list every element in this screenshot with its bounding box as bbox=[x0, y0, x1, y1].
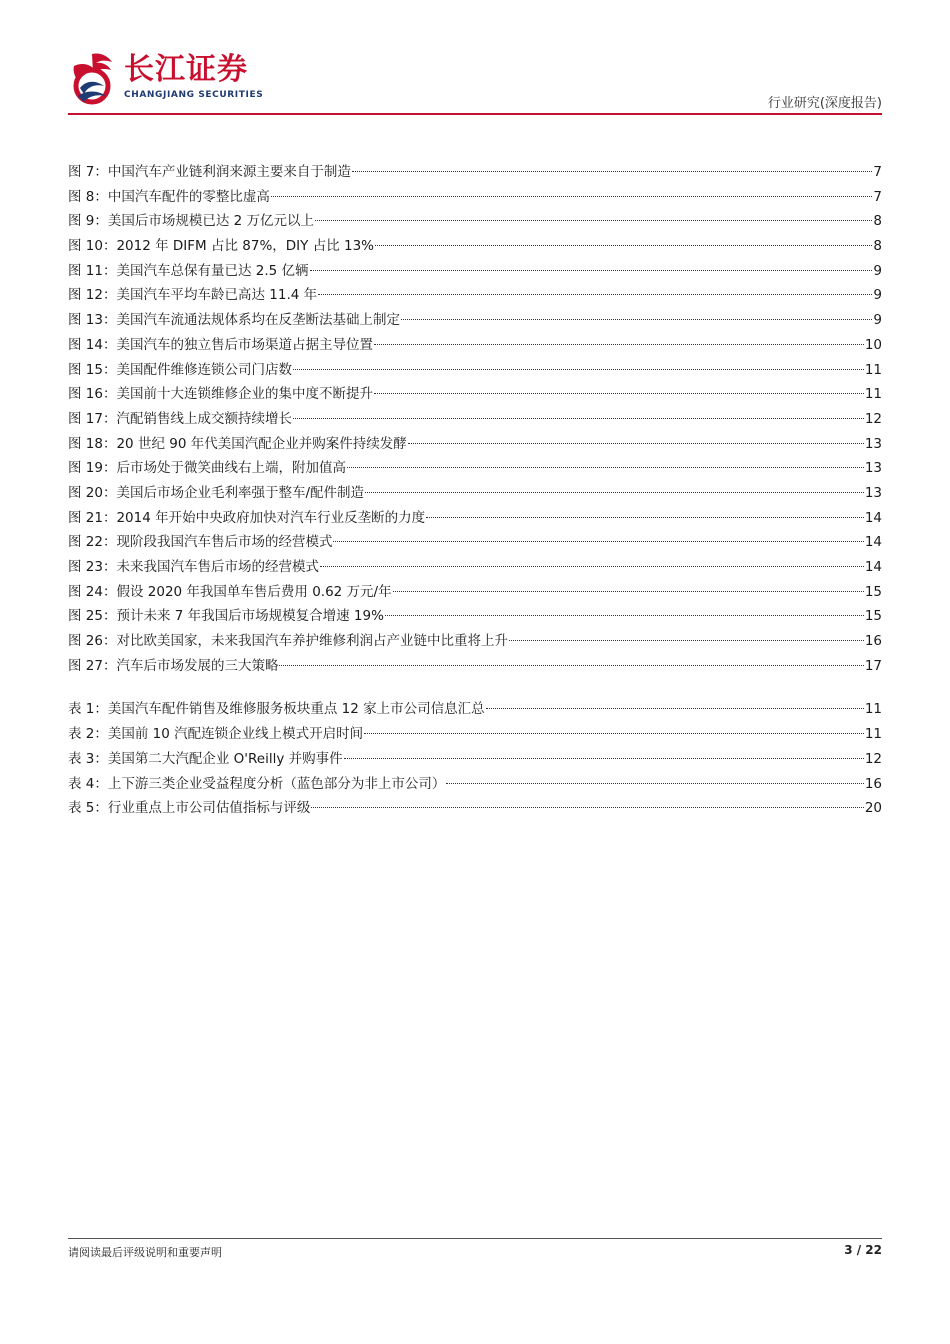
toc-entry-page: 13 bbox=[864, 435, 882, 452]
toc-entry-page: 8 bbox=[873, 213, 882, 230]
toc-entry-page: 10 bbox=[864, 336, 882, 353]
toc-entry-page: 16 bbox=[864, 633, 882, 650]
toc-entry-page: 11 bbox=[864, 361, 882, 378]
toc-entry-label: 图 7：中国汽车产业链利润来源主要来自于制造 bbox=[68, 164, 351, 180]
toc-entry-label: 图 10：2012 年 DIFM 占比 87%，DIY 占比 13% bbox=[68, 238, 374, 255]
toc-entry[interactable] bbox=[68, 185, 882, 210]
report-type: 行业研究(深度报告) bbox=[767, 96, 882, 111]
toc-leader bbox=[374, 344, 864, 345]
logo-chinese-name: 长江证券 bbox=[124, 52, 248, 87]
toc-leader bbox=[375, 245, 872, 246]
toc-entry-label: 图 20：美国后市场企业毛利率强于整车/配件制造 bbox=[68, 484, 365, 501]
toc-leader bbox=[401, 319, 872, 320]
toc-leader bbox=[364, 733, 864, 734]
toc-entry-page: 14 bbox=[864, 534, 882, 551]
toc-entry[interactable] bbox=[68, 382, 882, 407]
toc-leader bbox=[509, 640, 864, 641]
toc-leader bbox=[320, 566, 864, 567]
toc-leader bbox=[374, 393, 864, 394]
toc-leader bbox=[446, 783, 863, 784]
toc-entry[interactable] bbox=[68, 209, 882, 234]
toc-entry-label: 图 21：2014 年开始中央政府加快对汽车行业反垄断的力度 bbox=[68, 509, 426, 526]
toc-entry-page: 9 bbox=[873, 262, 882, 279]
toc-entry-page: 11 bbox=[864, 701, 882, 718]
toc-entry[interactable] bbox=[68, 432, 882, 457]
toc-entry-label: 图 22：现阶段我国汽车售后市场的经营模式 bbox=[68, 534, 333, 551]
toc-entry-label: 图 12：美国汽车平均车龄已高达 11.4 年 bbox=[68, 287, 318, 304]
toc-leader bbox=[310, 270, 873, 271]
toc-entry-label: 图 23：未来我国汽车售后市场的经营模式 bbox=[68, 559, 319, 575]
toc-entry[interactable] bbox=[68, 604, 882, 629]
toc-entry-label: 图 15：美国配件维修连锁公司门店数 bbox=[68, 361, 292, 378]
toc-leader bbox=[271, 196, 873, 197]
toc-entry[interactable] bbox=[68, 259, 882, 284]
toc-entry[interactable] bbox=[68, 506, 882, 531]
toc-entry-page: 11 bbox=[864, 726, 882, 743]
toc-entry-page: 13 bbox=[864, 460, 882, 477]
toc-entry-label: 表 3：美国第二大汽配企业 O'Reilly 并购事件 bbox=[68, 750, 343, 767]
toc-entry[interactable] bbox=[68, 747, 882, 772]
table-of-contents bbox=[68, 160, 882, 821]
toc-entry[interactable] bbox=[68, 333, 882, 358]
toc-entry-page: 14 bbox=[864, 559, 882, 575]
company-logo bbox=[66, 50, 306, 110]
toc-entry[interactable] bbox=[68, 722, 882, 747]
toc-leader bbox=[279, 665, 863, 666]
toc-entry[interactable] bbox=[68, 796, 882, 821]
toc-entry-label: 图 18：20 世纪 90 年代美国汽配企业并购案件持续发酵 bbox=[68, 435, 407, 452]
toc-entry[interactable] bbox=[68, 456, 882, 481]
header-divider bbox=[68, 113, 882, 115]
toc-entry-label: 图 14：美国汽车的独立售后市场渠道占据主导位置 bbox=[68, 336, 373, 353]
toc-leader bbox=[486, 708, 864, 709]
toc-entry-label: 图 27：汽车后市场发展的三大策略 bbox=[68, 657, 279, 674]
toc-entry[interactable] bbox=[68, 308, 882, 333]
toc-entry[interactable] bbox=[68, 555, 882, 580]
toc-leader bbox=[333, 541, 863, 542]
toc-entry-label: 图 25：预计未来 7 年我国后市场规模复合增速 19% bbox=[68, 608, 384, 625]
toc-entry[interactable] bbox=[68, 407, 882, 432]
toc-entry[interactable] bbox=[68, 654, 882, 679]
toc-entry-page: 7 bbox=[873, 188, 882, 205]
logo-english-name: CHANGJIANG SECURITIES bbox=[124, 90, 264, 100]
toc-leader bbox=[318, 294, 872, 295]
toc-entry-page: 9 bbox=[873, 287, 882, 304]
changjiang-logo-icon bbox=[66, 50, 118, 108]
footer-disclaimer: 请阅读最后评级说明和重要声明 bbox=[68, 1246, 222, 1259]
toc-leader bbox=[293, 369, 864, 370]
toc-leader bbox=[393, 591, 864, 592]
toc-entry[interactable] bbox=[68, 283, 882, 308]
toc-entry-label: 图 16：美国前十大连锁维修企业的集中度不断提升 bbox=[68, 386, 373, 403]
toc-leader bbox=[344, 758, 864, 759]
page-header bbox=[0, 0, 950, 120]
toc-leader bbox=[385, 615, 864, 616]
toc-entry-label: 表 4：上下游三类企业受益程度分析（蓝色部分为非上市公司） bbox=[68, 775, 446, 792]
toc-entry[interactable] bbox=[68, 772, 882, 797]
toc-leader bbox=[426, 517, 864, 518]
figure-list bbox=[68, 160, 882, 678]
section-gap bbox=[68, 678, 882, 697]
toc-leader bbox=[408, 443, 864, 444]
toc-entry[interactable] bbox=[68, 629, 882, 654]
toc-entry-label: 图 26：对比欧美国家，未来我国汽车养护维修利润占产业链中比重将上升 bbox=[68, 633, 508, 650]
toc-leader bbox=[311, 807, 863, 808]
toc-entry-page: 16 bbox=[864, 775, 882, 792]
toc-entry[interactable] bbox=[68, 580, 882, 605]
toc-leader bbox=[365, 492, 864, 493]
toc-entry[interactable] bbox=[68, 234, 882, 259]
toc-entry-page: 12 bbox=[864, 750, 882, 767]
toc-entry-label: 图 19：后市场处于微笑曲线右上端，附加值高 bbox=[68, 460, 346, 477]
footer-divider bbox=[68, 1238, 882, 1239]
toc-entry[interactable] bbox=[68, 160, 882, 185]
toc-entry-page: 15 bbox=[864, 608, 882, 625]
toc-leader bbox=[352, 171, 873, 172]
toc-entry-label: 图 24：假设 2020 年我国单车售后费用 0.62 万元/年 bbox=[68, 583, 392, 600]
toc-entry-label: 表 5：行业重点上市公司估值指标与评级 bbox=[68, 800, 311, 817]
toc-entry-page: 12 bbox=[864, 410, 882, 427]
toc-entry-label: 图 11：美国汽车总保有量已达 2.5 亿辆 bbox=[68, 262, 309, 279]
toc-entry-label: 图 13：美国汽车流通法规体系均在反垄断法基础上制定 bbox=[68, 312, 400, 329]
toc-entry-page: 8 bbox=[873, 238, 882, 255]
toc-entry-label: 图 9：美国后市场规模已达 2 万亿元以上 bbox=[68, 213, 315, 230]
toc-entry-label: 表 1：美国汽车配件销售及维修服务板块重点 12 家上市公司信息汇总 bbox=[68, 701, 485, 718]
toc-leader bbox=[315, 220, 872, 221]
toc-entry-page: 17 bbox=[864, 657, 882, 674]
toc-entry-label: 图 8：中国汽车配件的零整比虚高 bbox=[68, 188, 270, 205]
toc-entry[interactable] bbox=[68, 358, 882, 383]
page-number: 3 / 22 bbox=[844, 1243, 882, 1257]
toc-entry-page: 14 bbox=[864, 509, 882, 526]
toc-leader bbox=[293, 418, 864, 419]
toc-entry-page: 7 bbox=[873, 164, 882, 180]
toc-entry[interactable] bbox=[68, 481, 882, 506]
table-list bbox=[68, 697, 882, 820]
toc-entry-page: 13 bbox=[864, 484, 882, 501]
toc-entry[interactable] bbox=[68, 530, 882, 555]
toc-entry-page: 11 bbox=[864, 386, 882, 403]
toc-entry-page: 9 bbox=[873, 312, 882, 329]
toc-entry-label: 表 2：美国前 10 汽配连锁企业线上模式开启时间 bbox=[68, 726, 364, 743]
toc-entry-label: 图 17：汽配销售线上成交额持续增长 bbox=[68, 410, 292, 427]
toc-entry-page: 20 bbox=[864, 800, 882, 817]
toc-leader bbox=[347, 467, 864, 468]
toc-entry[interactable] bbox=[68, 697, 882, 722]
toc-entry-page: 15 bbox=[864, 583, 882, 600]
